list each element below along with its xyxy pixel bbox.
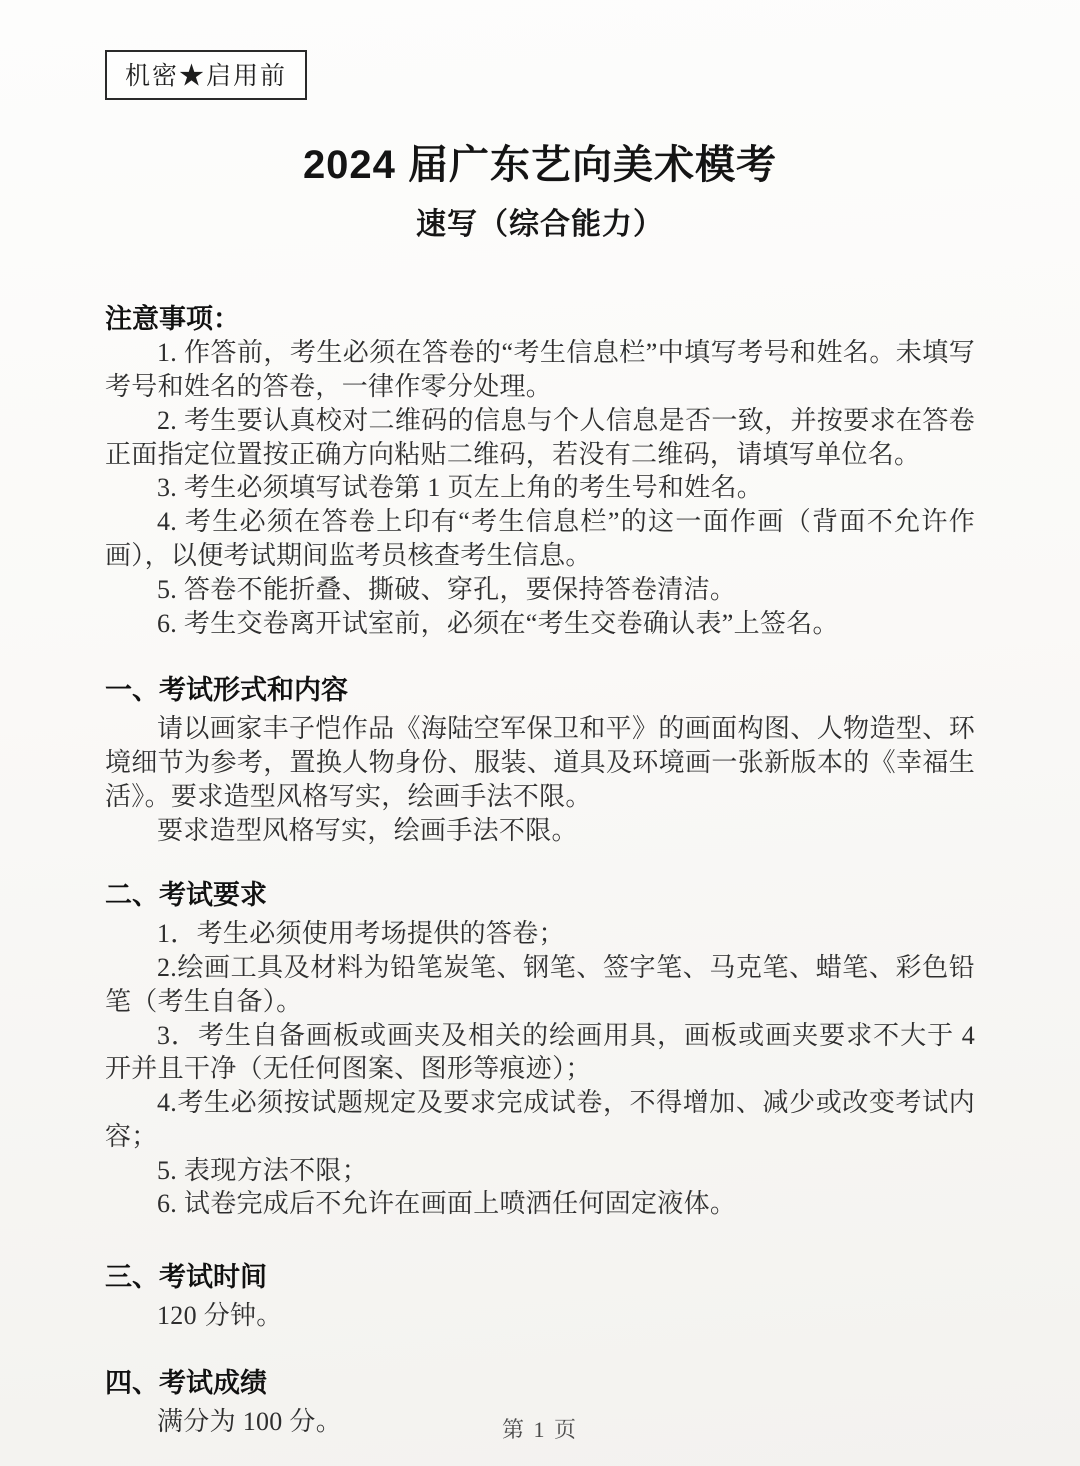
page-title: 2024 届广东艺向美术模考 xyxy=(302,143,778,187)
section-exam-time xyxy=(105,1261,975,1333)
requirement-item-4: 4.考生必须按试题规定及要求完成试卷，不得增加、减少或改变考试内容； xyxy=(105,1088,975,1151)
section-body-exam-format xyxy=(105,712,975,847)
page-subtitle: 速写（综合能力） xyxy=(416,208,664,241)
exam-time-value: 120 分钟。 xyxy=(157,1301,283,1331)
section-exam-requirements xyxy=(105,879,975,1221)
requirement-item-5: 5. 表现方法不限； xyxy=(157,1155,369,1185)
exam-format-paragraph-1: 请以画家丰子恺作品《海陆空军保卫和平》的画面构图、人物造型、环境细节为参考，置换人物身份、服装、道具及环境画一张新版本的《幸福生活》。要求造型风格写实，绘画手法不限。 xyxy=(105,714,975,811)
classification-stamp xyxy=(105,50,307,100)
requirement-item-3: 3．考生自备画板或画夹及相关的绘画用具，画板或画夹要求不大于 4 开并且干净（无任何图案、图形等痕迹）； xyxy=(105,1020,975,1084)
classification-text: 机密★启用前 xyxy=(125,63,288,90)
requirement-item-6: 6. 试卷完成后不允许在画面上喷洒任何固定液体。 xyxy=(157,1189,737,1219)
section-body-exam-time xyxy=(105,1299,975,1333)
section-body-exam-requirements xyxy=(105,917,975,1221)
exam-score-value: 满分为 100 分。 xyxy=(157,1406,343,1436)
page-number: 第 1 页 xyxy=(501,1417,578,1442)
notice-item-4: 4. 考生必须在答卷上印有“考生信息栏”的这一面作画（背面不允许作画），以便考试期间监考员核查考生信息。 xyxy=(105,507,975,571)
section-heading-exam-time: 三、考试时间 xyxy=(105,1262,267,1293)
notice-item-3: 3. 考生必须填写试卷第 1 页左上角的考生号和姓名。 xyxy=(157,473,764,503)
notice-item-6: 6. 考生交卷离开试室前，必须在“考生交卷确认表”上签名。 xyxy=(157,608,839,638)
requirement-item-2: 2.绘画工具及材料为铅笔炭笔、钢笔、签字笔、马克笔、蜡笔、彩色铅笔（考生自备）。 xyxy=(105,952,975,1016)
requirement-item-1: 1．考生必须使用考场提供的答卷； xyxy=(157,919,565,949)
notice-section xyxy=(105,303,975,641)
section-exam-format xyxy=(105,674,975,847)
notice-item-5: 5. 答卷不能折叠、撕破、穿孔，要保持答卷清洁。 xyxy=(157,574,737,604)
notice-item-2: 2. 考生要认真校对二维码的信息与个人信息是否一致，并按要求在答卷正面指定位置按正确方向粘贴二维码，若没有二维码，请填写单位名。 xyxy=(105,405,975,469)
exam-format-paragraph-2: 要求造型风格写实，绘画手法不限。 xyxy=(157,815,578,845)
section-heading-exam-score: 四、考试成绩 xyxy=(105,1367,267,1398)
notice-item-1: 1. 作答前，考生必须在答卷的“考生信息栏”中填写考号和姓名。未填写考号和姓名的答卷，一律作零分处理。 xyxy=(105,338,975,402)
notice-heading: 注意事项： xyxy=(105,303,240,334)
section-heading-exam-format: 一、考试形式和内容 xyxy=(105,675,348,706)
section-heading-exam-requirements: 二、考试要求 xyxy=(105,880,267,911)
